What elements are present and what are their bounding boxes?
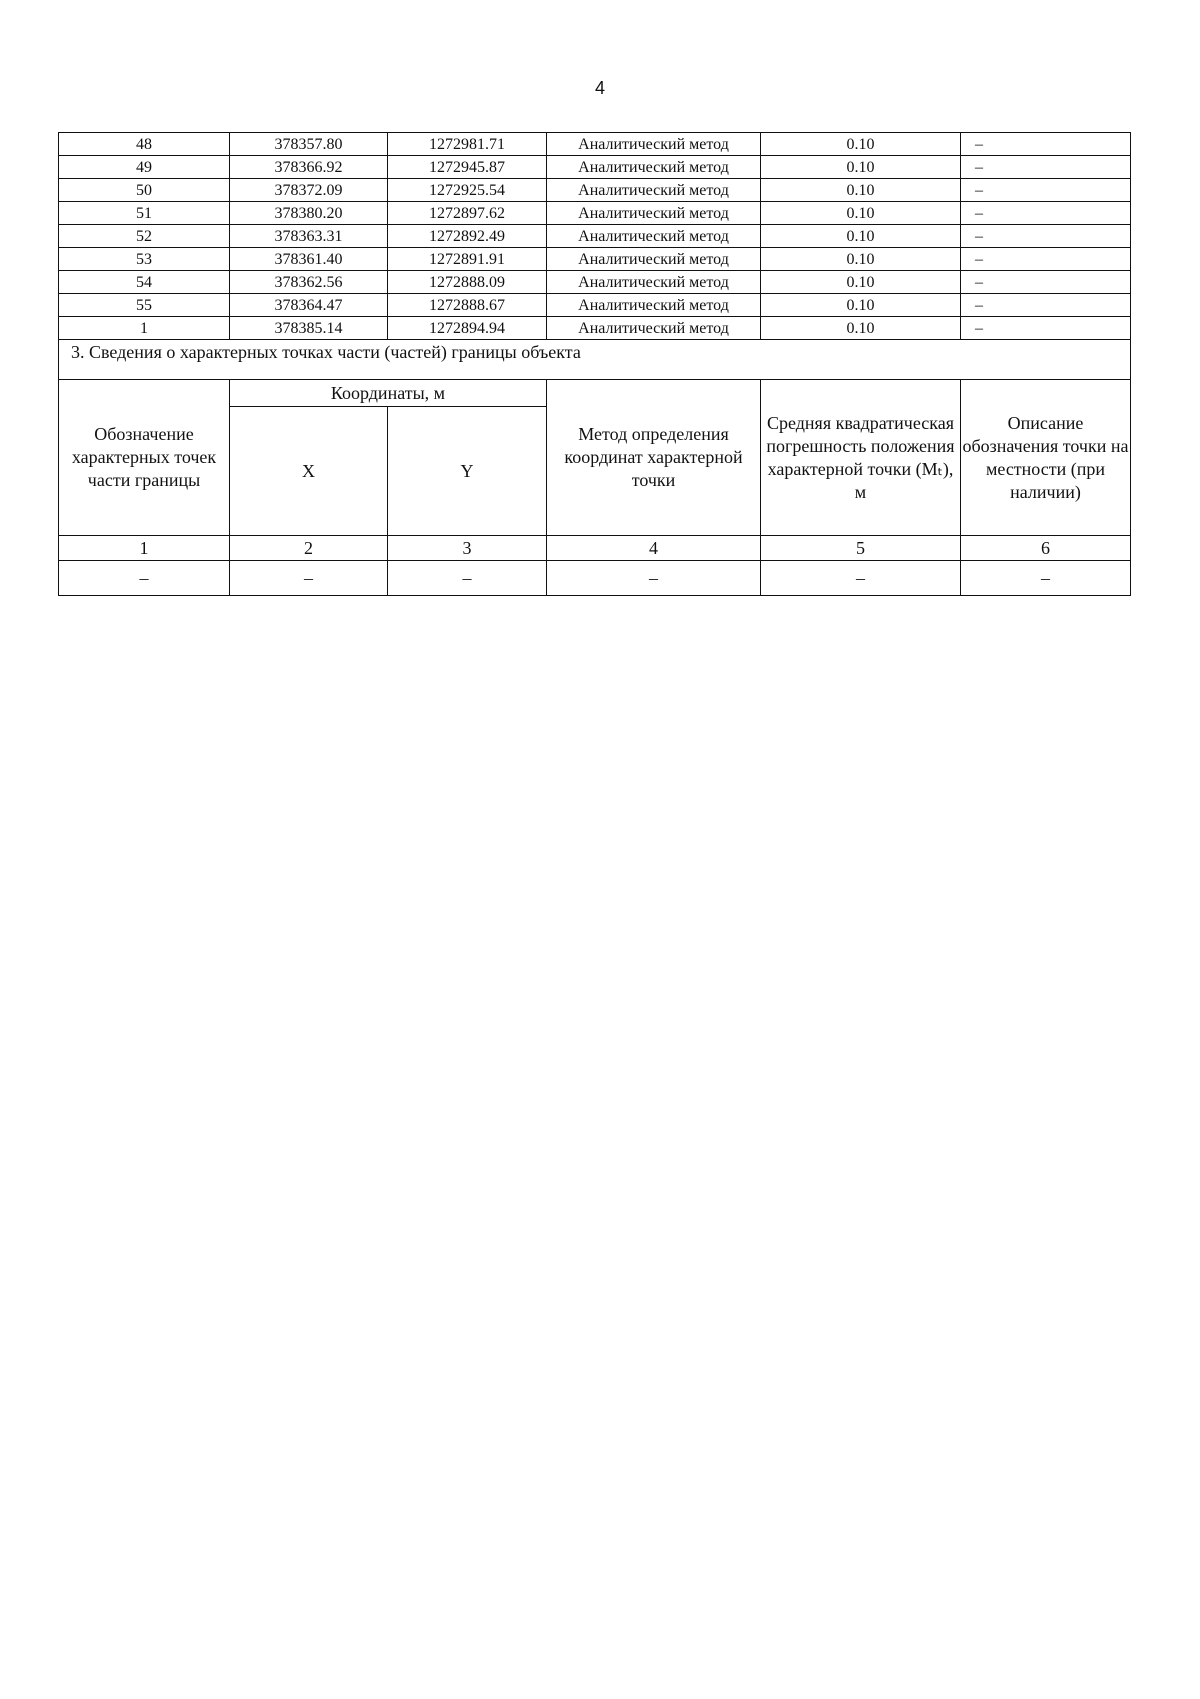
description: – [961,294,1131,317]
coord-x: 378361.40 [230,248,388,271]
table-row [59,156,1131,179]
point-number: 49 [59,156,230,179]
coord-y: 1272891.91 [388,248,547,271]
error-value: 0.10 [761,248,961,271]
coord-y: 1272892.49 [388,225,547,248]
error-value: 0.10 [761,317,961,340]
method: Аналитический метод [547,317,761,340]
table-row [59,179,1131,202]
header-designation: Обозначение характерных точек части границы [59,380,230,536]
point-number: 55 [59,294,230,317]
table-cell: – [230,561,388,596]
coord-y: 1272888.67 [388,294,547,317]
description: – [961,156,1131,179]
section-3-header-row [59,380,1131,407]
error-value: 0.10 [761,271,961,294]
point-number: 48 [59,133,230,156]
column-number: 5 [761,536,961,561]
method: Аналитический метод [547,294,761,317]
method: Аналитический метод [547,179,761,202]
description: – [961,317,1131,340]
point-number: 51 [59,202,230,225]
table-row [59,225,1131,248]
table-cell: – [388,561,547,596]
coord-x: 378380.20 [230,202,388,225]
method: Аналитический метод [547,133,761,156]
coord-y: 1272945.87 [388,156,547,179]
point-number: 52 [59,225,230,248]
coord-y: 1272894.94 [388,317,547,340]
error-value: 0.10 [761,156,961,179]
point-number: 54 [59,271,230,294]
table-row [59,133,1131,156]
column-number: 3 [388,536,547,561]
description: – [961,179,1131,202]
section-3-title: 3. Сведения о характерных точках части (частей) границы объекта [59,340,1131,380]
table-row [59,317,1131,340]
coord-y: 1272897.62 [388,202,547,225]
description: – [961,271,1131,294]
table-row [59,248,1131,271]
table-cell: – [961,561,1131,596]
error-value: 0.10 [761,225,961,248]
header-method: Метод определения координат характерной точки [547,380,761,536]
coord-y: 1272925.54 [388,179,547,202]
column-number: 1 [59,536,230,561]
point-number: 1 [59,317,230,340]
table-cell: – [547,561,761,596]
method: Аналитический метод [547,248,761,271]
coord-x: 378366.92 [230,156,388,179]
method: Аналитический метод [547,271,761,294]
coordinate-rows [59,133,1131,596]
header-x: X [230,407,388,536]
coord-x: 378362.56 [230,271,388,294]
column-number: 6 [961,536,1131,561]
coord-x: 378385.14 [230,317,388,340]
description: – [961,225,1131,248]
coord-x: 378364.47 [230,294,388,317]
method: Аналитический метод [547,225,761,248]
coord-y: 1272888.09 [388,271,547,294]
table-row [59,202,1131,225]
method: Аналитический метод [547,156,761,179]
empty-data-row [59,561,1131,596]
coord-x: 378363.31 [230,225,388,248]
description: – [961,133,1131,156]
error-value: 0.10 [761,202,961,225]
header-error: Средняя квадратическая погрешность положения характерной точки (Mₜ), м [761,380,961,536]
error-value: 0.10 [761,133,961,156]
header-y: Y [388,407,547,536]
point-number: 53 [59,248,230,271]
coord-x: 378357.80 [230,133,388,156]
table-row [59,271,1131,294]
method: Аналитический метод [547,202,761,225]
point-number: 50 [59,179,230,202]
error-value: 0.10 [761,294,961,317]
description: – [961,248,1131,271]
header-coordinates: Координаты, м [230,380,547,407]
page-number: 4 [594,78,605,98]
coord-x: 378372.09 [230,179,388,202]
column-number: 4 [547,536,761,561]
table-cell: – [761,561,961,596]
coord-y: 1272981.71 [388,133,547,156]
column-number: 2 [230,536,388,561]
table-cell: – [59,561,230,596]
table-row [59,294,1131,317]
boundary-points-table [58,132,1131,596]
section-3-title-row [59,340,1131,380]
description: – [961,202,1131,225]
error-value: 0.10 [761,179,961,202]
column-numbers-row [59,536,1131,561]
header-description: Описание обозначения точки на местности (при наличии) [961,380,1131,536]
